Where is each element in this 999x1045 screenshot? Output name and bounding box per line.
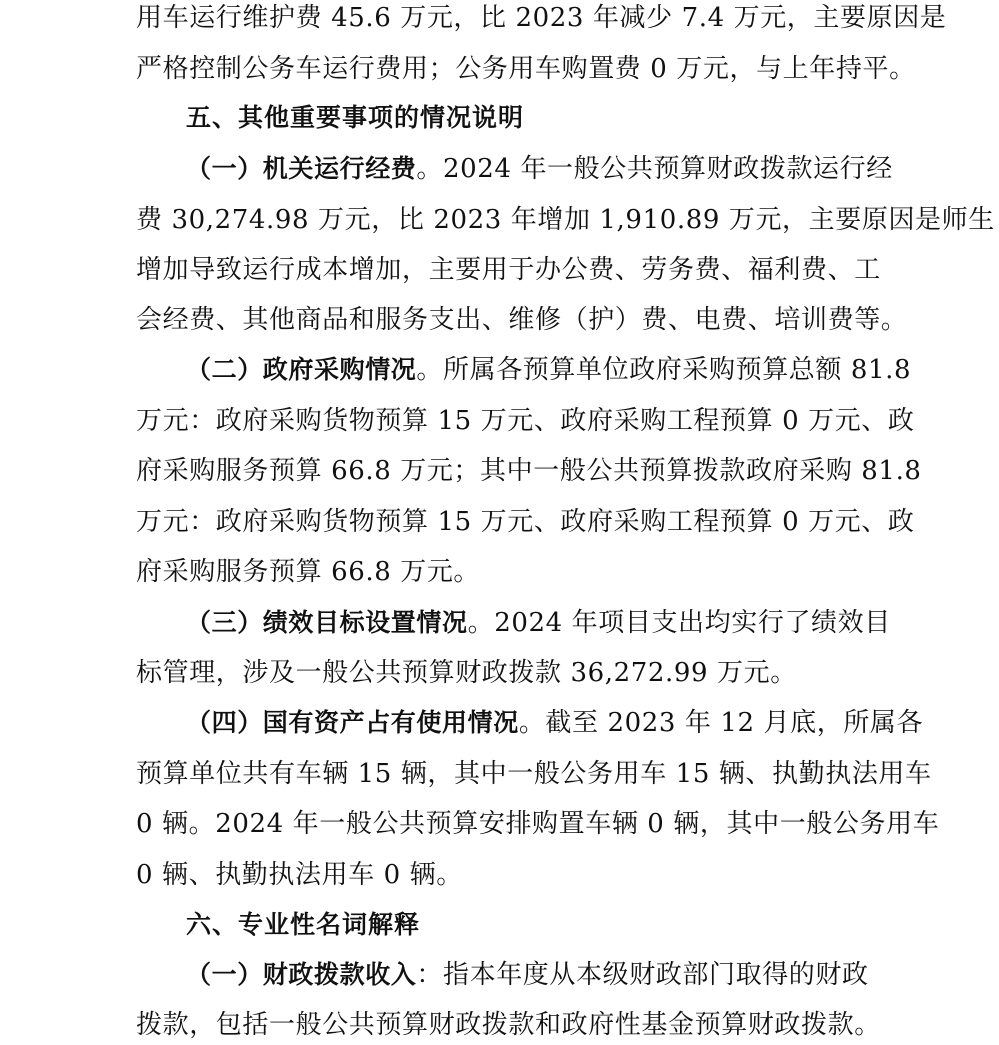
body-line: 0 辆、执勤执法用车 0 辆。 [136, 860, 463, 890]
body-line: 用车运行维护费 45.6 万元，比 2023 年减少 7.4 万元，主要原因是 [136, 3, 947, 33]
subsection-line: （四）国有资产占有使用情况。截至 2023 年 12 月底，所属各 [186, 708, 924, 738]
body-line: 万元：政府采购货物预算 15 万元、政府采购工程预算 0 万元、政 [136, 507, 915, 537]
body-line: 万元：政府采购货物预算 15 万元、政府采购工程预算 0 万元、政 [136, 406, 915, 436]
body-line: 府采购服务预算 66.8 万元；其中一般公共预算拨款政府采购 81.8 [136, 456, 922, 486]
body-line: 标管理，涉及一般公共预算财政拨款 36,272.99 万元。 [136, 658, 797, 688]
body-line: 0 辆。2024 年一般公共预算安排购置车辆 0 辆，其中一般公务用车 [136, 809, 940, 839]
body-line: 费 30,274.98 万元，比 2023 年增加 1,910.89 万元，主要原因是师生 [136, 205, 995, 235]
subsection-title: （一）机关运行经费 [186, 154, 417, 183]
subsection-line: （一）机关运行经费。2024 年一般公共预算财政拨款运行经 [186, 154, 893, 184]
subsection-line: （三）绩效目标设置情况。2024 年项目支出均实行了绩效目 [186, 608, 891, 638]
subsection-line: （一）财政拨款收入：指本年度从本级财政部门取得的财政 [186, 960, 869, 990]
section-heading-5: 五、其他重要事项的情况说明 [186, 103, 525, 132]
body-line: 会经费、其他商品和服务支出、维修（护）费、电费、培训费等。 [136, 305, 908, 335]
subsection-title: （一）财政拨款收入 [186, 960, 417, 989]
body-line: 拨款，包括一般公共预算财政拨款和政府性基金预算财政拨款。 [136, 1010, 881, 1040]
subsection-title: （四）国有资产占有使用情况 [186, 708, 519, 737]
body-line: 府采购服务预算 66.8 万元。 [136, 557, 481, 587]
subsection-title: （二）政府采购情况 [186, 355, 417, 384]
subsection-line: （二）政府采购情况。所属各预算单位政府采购预算总额 81.8 [186, 355, 912, 385]
subsection-title: （三）绩效目标设置情况 [186, 608, 468, 637]
body-line: 预算单位共有车辆 15 辆，其中一般公务用车 15 辆、执勤执法用车 [136, 759, 932, 789]
body-line: 增加导致运行成本增加，主要用于办公费、劳务费、福利费、工 [136, 255, 881, 285]
body-line: 严格控制公务车运行费用；公务用车购置费 0 万元，与上年持平。 [136, 54, 916, 84]
section-heading-6: 六、专业性名词解释 [186, 910, 421, 939]
